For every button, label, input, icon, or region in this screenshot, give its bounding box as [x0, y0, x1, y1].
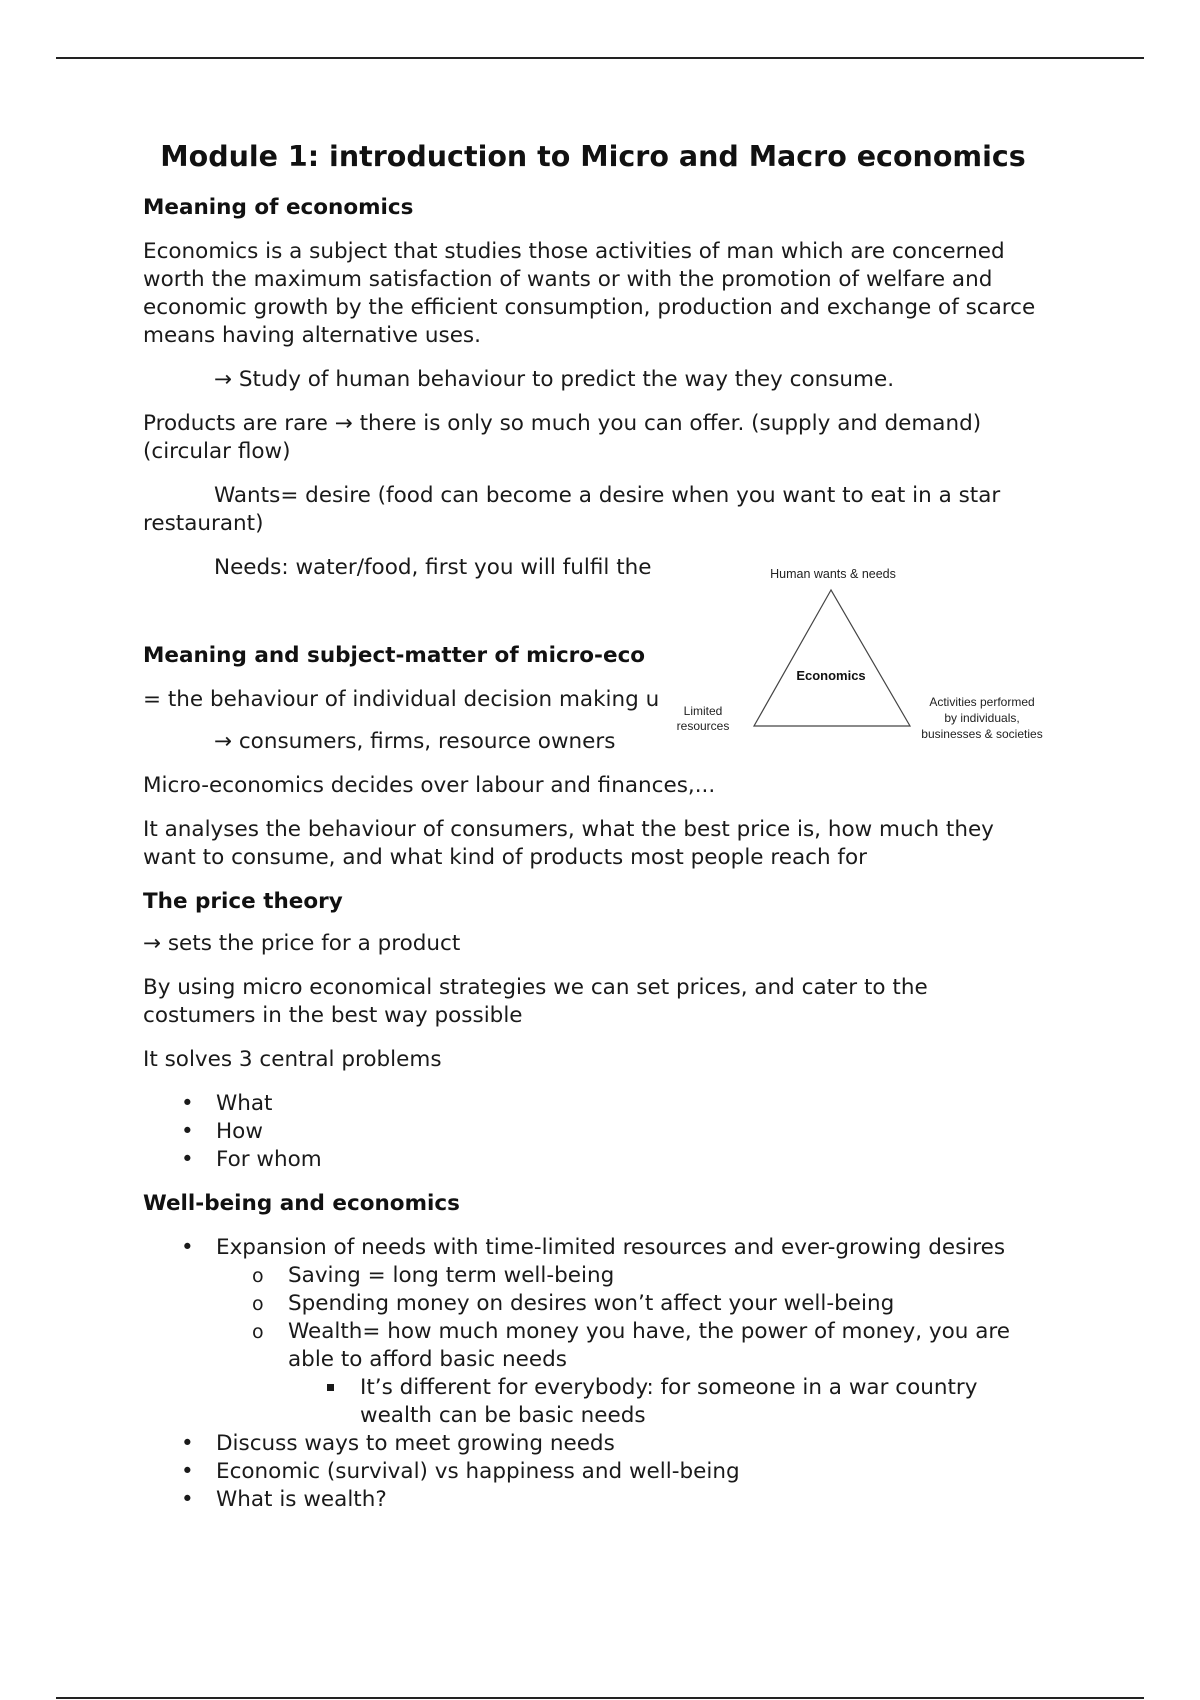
- heading-price-theory: The price theory: [143, 889, 343, 914]
- diagram-top-label: Human wants & needs: [770, 567, 896, 581]
- heading-meaning-of-economics: Meaning of economics: [143, 195, 414, 220]
- bullet-icon: •: [181, 1119, 194, 1144]
- list-item: • Expansion of needs with time-limited resources and ever-growing desires: [181, 1235, 1006, 1260]
- well-being-list-continued: [143, 1430, 1043, 1514]
- price-sets: → sets the price for a product: [143, 931, 461, 956]
- study-note: → Study of human behaviour to predict the way they consume.: [214, 367, 895, 392]
- list-item: • What is wealth?: [181, 1487, 387, 1512]
- needs-note: Needs: water/food, first you will fulfil the: [214, 555, 652, 580]
- diagram-center-label: Economics: [796, 668, 866, 683]
- diagram-right-label-line2: by individuals,: [944, 711, 1020, 725]
- central-problems-list: [143, 1090, 1043, 1174]
- list-item: o Wealth= how much money you have, the power of money, you are able to afford basic needs: [252, 1319, 1011, 1372]
- circle-bullet-icon: o: [252, 1293, 264, 1315]
- well-being-sublist: [143, 1262, 1043, 1374]
- economics-definition: Economics is a subject that studies those activities of man which are concerned worth the maximum satisfaction of wants or with the promotion of welfare and economic growth by the efficient consumption, production and exchange of scarce means having alternative uses.: [143, 239, 1036, 348]
- well-being-list: [143, 1234, 1043, 1262]
- list-item: • Economic (survival) vs happiness and well-being: [181, 1459, 740, 1484]
- square-bullet-icon: [327, 1384, 334, 1391]
- bullet-icon: •: [181, 1431, 194, 1456]
- economics-triangle-diagram: [668, 558, 1060, 748]
- list-item: • How: [181, 1119, 263, 1144]
- micro-analyses: It analyses the behaviour of consumers, what the best price is, how much they want to consume, and what kind of products most people reach for: [143, 817, 994, 870]
- list-item: • What: [181, 1091, 273, 1116]
- footer-rule: [56, 1697, 1144, 1699]
- document-body: [143, 138, 1043, 1514]
- wants-note: Wants= desire (food can become a desire when you want to eat in a star restaurant): [143, 483, 1001, 536]
- triangle-shape: [754, 590, 910, 726]
- list-item: • For whom: [181, 1147, 322, 1172]
- page-title: Module 1: introduction to Micro and Macro economics: [160, 140, 1026, 173]
- heading-micro-economics: Meaning and subject-matter of micro-eco: [143, 643, 646, 668]
- header-rule: [56, 57, 1144, 59]
- micro-definition: = the behaviour of individual decision making u: [143, 687, 660, 712]
- bullet-icon: •: [181, 1147, 194, 1172]
- list-item: o Spending money on desires won’t affect your well-being: [252, 1291, 895, 1316]
- bullet-icon: •: [181, 1487, 194, 1512]
- diagram-right-label-line1: Activities performed: [929, 695, 1035, 709]
- list-item: • Discuss ways to meet growing needs: [181, 1431, 615, 1456]
- list-item: It’s different for everybody: for someone in a war country wealth can be basic needs: [143, 1374, 1043, 1430]
- products-note: Products are rare → there is only so much you can offer. (supply and demand) (circular flow): [143, 411, 982, 464]
- micro-decides: Micro-economics decides over labour and finances,...: [143, 773, 716, 798]
- diagram-left-label-line1: Limited: [683, 704, 723, 718]
- circle-bullet-icon: o: [252, 1321, 264, 1343]
- price-strategies: By using micro economical strategies we can set prices, and cater to the costumers in the best way possible: [143, 975, 928, 1028]
- price-solves: It solves 3 central problems: [143, 1047, 442, 1072]
- list-item: o Saving = long term well-being: [252, 1263, 615, 1288]
- bullet-icon: •: [181, 1235, 194, 1260]
- wealth-sublist: [143, 1374, 1043, 1430]
- diagram-left-label-line2: resources: [676, 719, 730, 733]
- bullet-icon: •: [181, 1091, 194, 1116]
- bullet-icon: •: [181, 1459, 194, 1484]
- micro-actors: → consumers, firms, resource owners: [214, 729, 616, 754]
- diagram-right-label-line3: businesses & societies: [921, 727, 1043, 741]
- triangle-diagram-svg: [668, 558, 1060, 748]
- heading-well-being: Well-being and economics: [143, 1191, 460, 1216]
- circle-bullet-icon: o: [252, 1265, 264, 1287]
